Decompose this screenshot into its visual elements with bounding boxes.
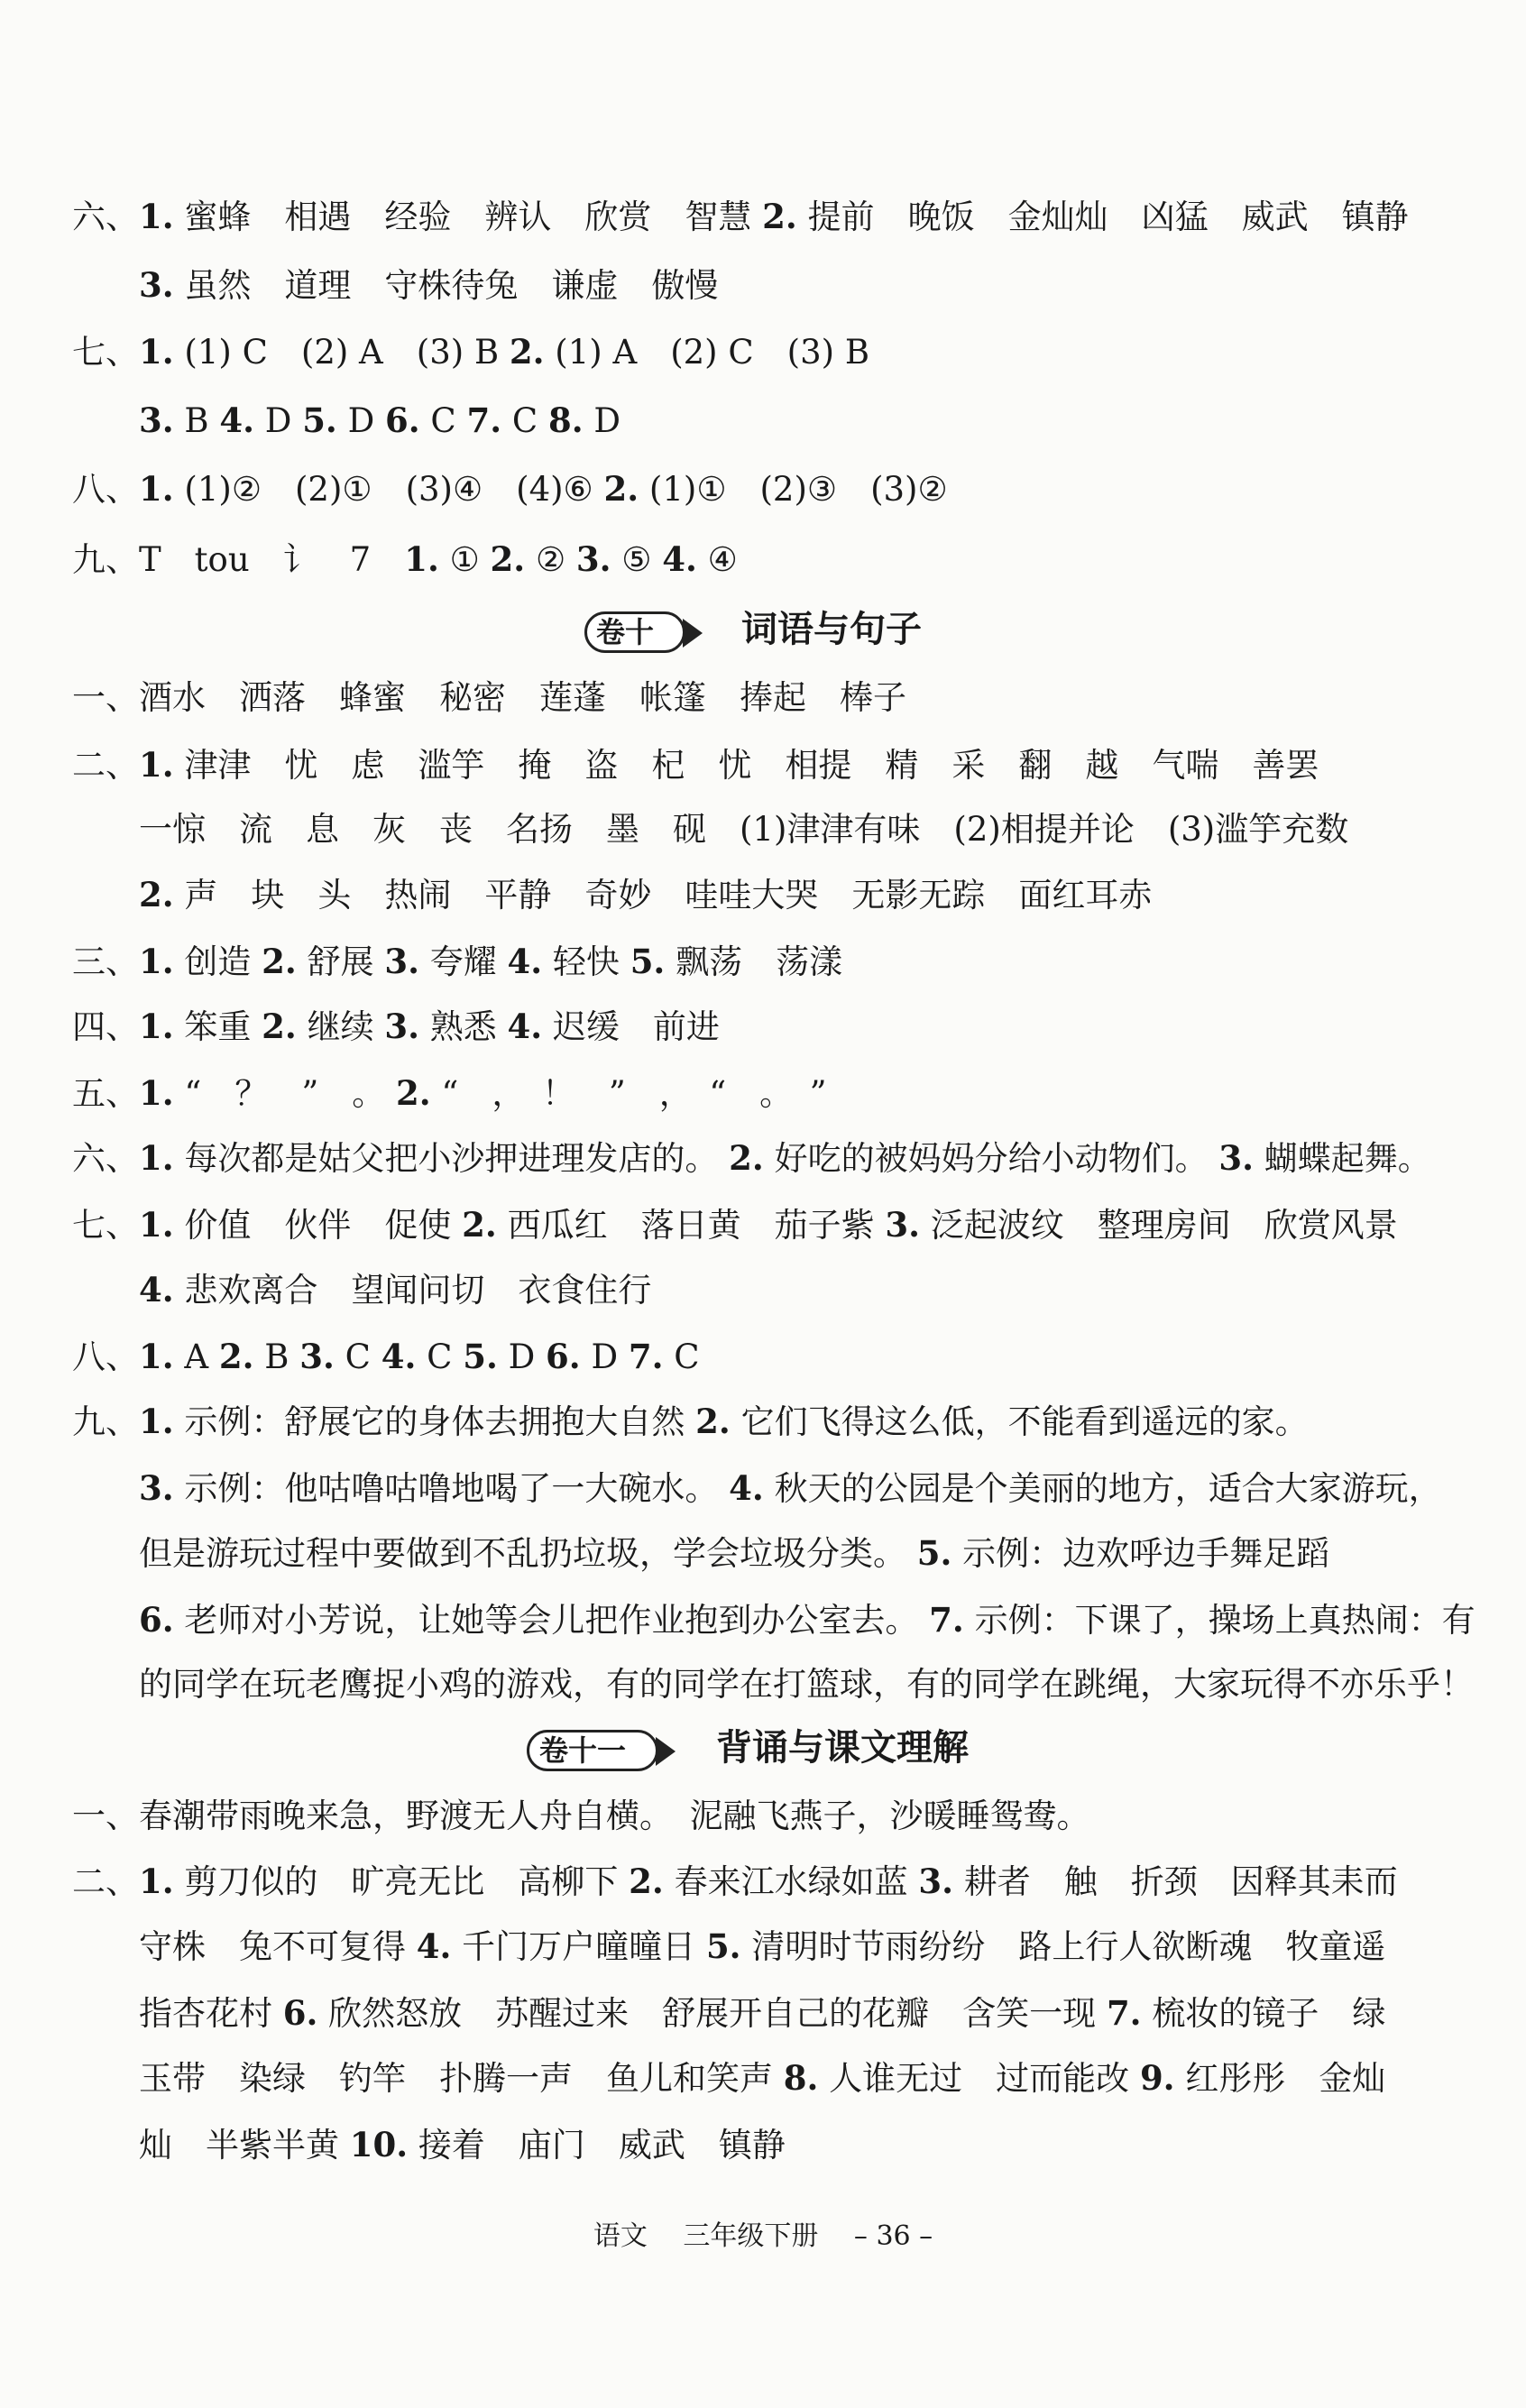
answer-text: 红彤彤 金灿 [1174, 2059, 1386, 2098]
item-number: 3. [1218, 1138, 1254, 1178]
answer-text: ⑤ [611, 540, 663, 579]
answer-text: 灿 半紫半黄 [72, 2126, 350, 2164]
page-footer [0, 2219, 1526, 2255]
item-number: 1. [139, 942, 174, 981]
item-number: 6. [139, 1600, 174, 1640]
answer-text: 接着 庙门 威武 镇静 [408, 2126, 786, 2164]
answer-line [0, 1201, 1526, 1249]
item-number: 2. [629, 1861, 664, 1901]
answer-text [72, 266, 139, 305]
answer-text: B [253, 1337, 300, 1376]
item-number: 6. [282, 1993, 318, 2033]
answer-text: 悲欢离合 望闻问切 衣食住行 [173, 1271, 652, 1310]
item-number: 5. [302, 400, 337, 440]
answer-text: 九、T tou 讠 7 [72, 540, 405, 579]
answer-text: 千门万户曈曈日 [451, 1927, 706, 1966]
answer-text: C [334, 1337, 382, 1376]
answer-text: 七、 [72, 1206, 139, 1245]
item-number: 7. [929, 1600, 964, 1640]
answer-text: 飘荡 荡漾 [665, 942, 843, 981]
answer-text: A [173, 1337, 219, 1376]
item-number: 4. [507, 1006, 543, 1046]
answer-text: 泛起波纹 整理房间 欣赏风景 [919, 1206, 1398, 1245]
answer-text: D [254, 401, 303, 440]
item-number: 3. [885, 1205, 920, 1245]
answer-text: 津津 忧 虑 滥竽 掩 盗 杞 忧 相提 精 采 翻 越 气喘 善罢 [173, 746, 1319, 785]
answer-text: D [580, 1337, 629, 1376]
section-11-title: 背诵与课文理解 [716, 1726, 969, 1769]
answer-line [0, 1398, 1526, 1446]
item-number: 1. [139, 1138, 174, 1178]
item-number: 3. [139, 400, 174, 440]
answer-text: 蝴蝶起舞。 [1253, 1139, 1431, 1178]
item-number: 3. [384, 942, 419, 981]
answer-text: 三、 [72, 942, 139, 981]
item-number: 3. [139, 265, 174, 305]
answer-text: 老师对小芳说，让她等会儿把作业抱到办公室去。 [173, 1601, 930, 1640]
answer-text: 提前 晚饭 金灿灿 凶猛 威武 镇静 [796, 198, 1409, 236]
answer-text: 人谁无过 过而能改 [818, 2059, 1140, 2098]
item-number: 4. [507, 942, 543, 981]
answer-text: 熟悉 [418, 1007, 508, 1046]
answer-line [0, 328, 1526, 376]
item-number: 1. [139, 1205, 174, 1245]
answer-line [0, 938, 1526, 986]
answer-line [0, 536, 1526, 584]
answer-text: C [419, 401, 467, 440]
item-number: 6. [546, 1337, 581, 1376]
section-10-badge: 卷十 [584, 611, 685, 653]
answer-text: 笨重 [173, 1007, 262, 1046]
item-number: 1. [139, 197, 174, 236]
answer-text: D [583, 401, 621, 440]
answer-text: D [497, 1337, 547, 1376]
item-number: 5. [916, 1533, 952, 1573]
answer-text: 六、 [72, 198, 139, 236]
item-number: 4. [729, 1468, 764, 1508]
answer-text: 示例：边欢呼边手舞足蹈 [951, 1534, 1330, 1573]
item-number: 7. [628, 1337, 664, 1376]
item-number: 1. [404, 539, 439, 579]
answer-text: 一、春潮带雨晚来急，野渡无人舟自横。 泥融飞燕子，沙暖睡鸳鸯。 [72, 1797, 1090, 1835]
item-number: 1. [139, 332, 174, 372]
item-number: 1. [139, 1337, 174, 1376]
answer-text: 轻快 [542, 942, 630, 981]
item-number: 1. [139, 1006, 174, 1046]
answer-line [0, 675, 1526, 721]
answer-text: C [416, 1337, 464, 1376]
answer-text: 示例：他咕噜咕噜地喝了一大碗水。 [173, 1469, 730, 1508]
answer-line [0, 1135, 1526, 1182]
answer-text: 示例：下课了，操场上真热闹：有 [963, 1601, 1475, 1640]
footer-grade: 三年级下册 [683, 2220, 819, 2252]
answer-text: 一、酒水 洒落 蜂蜜 秘密 莲蓬 帐篷 捧起 棒子 [72, 678, 906, 717]
answer-text: 创造 [173, 942, 262, 981]
item-number: 4. [416, 1926, 452, 1966]
answer-line [0, 2121, 1526, 2169]
answer-text: 耕者 触 折颈 因释其耒而 [952, 1862, 1398, 1901]
item-number: 2. [762, 197, 797, 236]
item-number: 2. [490, 539, 526, 579]
answer-line [0, 1070, 1526, 1117]
item-number: 3. [918, 1861, 953, 1901]
answer-text: 西瓜红 落日黄 茄子紫 [496, 1206, 886, 1245]
section-11-badge: 卷十一 [527, 1730, 658, 1771]
item-number: 6. [385, 400, 420, 440]
answer-text: 欣然怒放 苏醒过来 舒展开自己的花瓣 含笑一现 [317, 1994, 1107, 2033]
answer-text: (1) A (2) C (3) B [544, 333, 870, 372]
answer-text: 声 块 头 热闹 平静 奇妙 哇哇大哭 无影无踪 面红耳赤 [173, 876, 1153, 914]
item-number: 4. [662, 539, 697, 579]
answer-line [0, 465, 1526, 513]
answer-text: 五、 [72, 1074, 139, 1113]
answer-text: C [501, 401, 548, 440]
item-number: 8. [547, 400, 584, 440]
answer-text: “ ？ ” 。 [173, 1074, 396, 1113]
answer-line [0, 1990, 1526, 2037]
item-number: 2. [139, 875, 174, 914]
answer-line [0, 1266, 1526, 1314]
item-number: 4. [139, 1270, 174, 1310]
item-number: 2. [262, 1006, 297, 1046]
answer-line [0, 397, 1526, 445]
answer-text: 秋天的公园是个美丽的地方，适合大家游玩， [763, 1469, 1442, 1508]
answer-text: 继续 [296, 1007, 385, 1046]
item-number: 1. [139, 1073, 174, 1113]
answer-text: 春来江水绿如蓝 [663, 1862, 919, 1901]
section-10-heading [0, 606, 1526, 660]
footer-subject: 语文 [593, 2220, 648, 2252]
answer-text: 七、 [72, 333, 139, 372]
item-number: 10. [349, 2125, 409, 2164]
answer-text: 九、 [72, 1402, 139, 1441]
answer-text: B [173, 401, 220, 440]
answer-text: 清明时节雨纷纷 路上行人欲断魂 牧童遥 [740, 1927, 1386, 1966]
answer-text: C [663, 1337, 700, 1376]
item-number: 9. [1139, 2058, 1175, 2098]
answer-line [0, 1596, 1526, 1644]
item-number: 3. [299, 1337, 335, 1376]
answer-text: 玉带 染绿 钓竿 扑腾一声 鱼儿和笑声 [72, 2059, 784, 2098]
answer-text: 二、 [72, 1862, 139, 1901]
answer-text: 夸耀 [418, 942, 508, 981]
answer-line [0, 1465, 1526, 1512]
answer-line [0, 262, 1526, 309]
section-10-title: 词语与句子 [741, 608, 922, 650]
answer-text: 守株 兔不可复得 [72, 1927, 417, 1966]
answer-text: 八、 [72, 1337, 139, 1376]
item-number: 1. [139, 745, 174, 785]
item-number: 2. [509, 332, 545, 372]
answer-text: “ ， ！ ” ， “ 。 ” [430, 1074, 827, 1113]
answer-text: (1)② (2)① (3)④ (4)⑥ [173, 470, 604, 509]
item-number: 4. [219, 400, 254, 440]
item-number: 7. [466, 400, 502, 440]
answer-text [72, 1271, 139, 1310]
answer-text: 它们飞得这么低，不能看到遥远的家。 [730, 1402, 1309, 1441]
answer-text: D [336, 401, 386, 440]
item-number: 3. [384, 1006, 419, 1046]
item-number: 5. [630, 942, 666, 981]
item-number: 3. [139, 1468, 174, 1508]
answer-line [0, 1923, 1526, 1971]
item-number: 2. [462, 1205, 497, 1245]
answer-text: 价值 伙伴 促使 [173, 1206, 463, 1245]
answer-text: 梳妆的镜子 绿 [1141, 1994, 1386, 2033]
item-number: 1. [139, 469, 174, 509]
answer-text: 指杏花村 [72, 1994, 283, 2033]
answer-text: 但是游玩过程中要做到不乱扔垃圾，学会垃圾分类。 [72, 1534, 917, 1573]
answer-text: 的同学在玩老鹰捉小鸡的游戏，有的同学在打篮球，有的同学在跳绳，大家玩得不亦乐乎！ [72, 1665, 1474, 1704]
item-number: 4. [381, 1337, 417, 1376]
answer-text: ④ [696, 540, 738, 579]
item-number: 5. [705, 1926, 741, 1966]
section-11-heading [0, 1724, 1526, 1778]
answer-line [0, 741, 1526, 789]
arrow-right-icon [656, 1737, 676, 1766]
answer-text: 一惊 流 息 灰 丧 名扬 墨 砚 (1)津津有味 (2)相提并论 (3)滥竽充数 [72, 810, 1349, 849]
answer-text [72, 401, 139, 440]
item-number: 2. [603, 469, 639, 509]
answer-line [0, 1530, 1526, 1577]
answer-text: (1) C (2) A (3) B [173, 333, 510, 372]
answer-line [0, 1333, 1526, 1381]
answer-text: 六、 [72, 1139, 139, 1178]
answer-line [0, 1661, 1526, 1708]
answer-text: 八、 [72, 470, 139, 509]
arrow-right-icon [683, 619, 703, 648]
answer-text: 示例：舒展它的身体去拥抱大自然 [173, 1402, 696, 1441]
answer-text [72, 1601, 139, 1640]
answer-text: 剪刀似的 旷亮无比 高柳下 [173, 1862, 630, 1901]
answer-text: ① [438, 540, 491, 579]
answer-text: 二、 [72, 746, 139, 785]
page-number: – 36 – [853, 2220, 933, 2252]
answer-text: 蜜蜂 相遇 经验 辨认 欣赏 智慧 [173, 198, 763, 236]
answer-text: 虽然 道理 守株待兔 谦虚 傲慢 [173, 266, 719, 305]
item-number: 2. [729, 1138, 764, 1178]
item-number: 3. [575, 539, 611, 579]
answer-line [0, 1858, 1526, 1906]
answer-text: 迟缓 前进 [542, 1007, 720, 1046]
item-number: 2. [218, 1337, 254, 1376]
answer-text: 舒展 [296, 942, 385, 981]
answer-text [72, 876, 139, 914]
answer-line [0, 193, 1526, 241]
answer-text: ② [525, 540, 576, 579]
item-number: 2. [695, 1402, 731, 1441]
answer-text: 每次都是姑父把小沙押进理发店的。 [173, 1139, 730, 1178]
answer-line [0, 871, 1526, 919]
item-number: 5. [463, 1337, 498, 1376]
answer-text: (1)① (2)③ (3)② [639, 470, 948, 509]
item-number: 1. [139, 1861, 174, 1901]
item-number: 8. [783, 2058, 819, 2098]
answer-line [0, 2054, 1526, 2102]
item-number: 2. [396, 1073, 431, 1113]
item-number: 2. [262, 942, 297, 981]
answer-text: 四、 [72, 1007, 139, 1046]
answer-line [0, 1793, 1526, 1840]
answer-line [0, 806, 1526, 853]
answer-line [0, 1003, 1526, 1051]
item-number: 1. [139, 1402, 174, 1441]
item-number: 7. [1106, 1993, 1142, 2033]
answer-text [72, 1469, 139, 1508]
answer-text: 好吃的被妈妈分给小动物们。 [763, 1139, 1219, 1178]
